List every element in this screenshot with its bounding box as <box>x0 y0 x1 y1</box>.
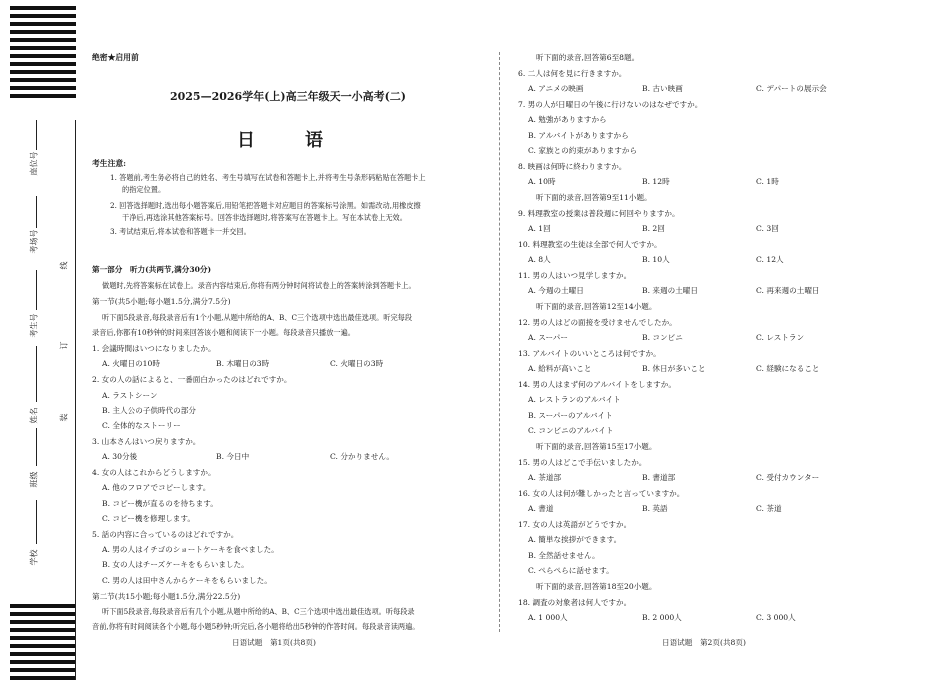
question-9: 9. 料理教室の授業は普段週に何回やりますか。 <box>518 209 680 218</box>
option: A. 茶道部 <box>528 473 562 482</box>
page-2-footer: 日语试题 第2页(共8页) <box>662 638 746 647</box>
margin-label-room: 考场号 <box>29 229 39 254</box>
option: C. 3回 <box>756 224 779 233</box>
exam-title: 2025—2026学年(上)高三年级天一小高考(二) <box>169 90 407 103</box>
option: B. コンビニ <box>642 333 683 342</box>
option: B. 来週の土曜日 <box>642 286 698 295</box>
option: A. 10時 <box>528 177 556 186</box>
section-2-desc: 听下面5段录音,每段录音后有几个小题,从题中所给的A、B、C三个选项中选出最佳选项。听每段录 <box>102 607 415 616</box>
option: C. 1時 <box>756 177 779 186</box>
option: C. 経験になること <box>756 364 820 373</box>
group-instruction: 听下面的录音,回答第6至8题。 <box>536 53 640 62</box>
question-3: 3. 山本さんはいつ戻りますか。 <box>92 437 201 446</box>
option: C. デパートの展示会 <box>756 84 827 93</box>
option: B. 12時 <box>642 177 670 186</box>
option: B. 英語 <box>642 504 668 513</box>
group-instruction: 听下面的录音,回答第18至20小题。 <box>536 582 657 591</box>
note-line: 3. 考试结束后,将本试卷和答题卡一并交回。 <box>110 227 251 236</box>
option: A. スーパー <box>528 333 568 342</box>
q9-options <box>528 221 779 236</box>
notes-heading: 考生注意: <box>92 159 127 168</box>
q3-options <box>102 449 394 464</box>
option: B. 休日が多いこと <box>642 364 706 373</box>
field-line-room <box>36 196 37 228</box>
margin-label-class: 班级 <box>29 471 39 488</box>
option: C. 再来週の土曜日 <box>756 286 820 295</box>
subject-title: 日 语 <box>237 130 339 151</box>
question-7: 7. 男の人が日曜日の午後に行けないのはなぜですか。 <box>518 100 703 109</box>
option: A. 今週の土曜日 <box>528 286 584 295</box>
option: A. 給料が高いこと <box>528 364 592 373</box>
option: C. 12人 <box>756 255 784 264</box>
binding-mark-line: 线 <box>59 261 69 270</box>
page-1-footer: 日语试题 第1页(共8页) <box>232 638 316 647</box>
section-2-desc: 音前,你将有时间阅读各个小题,每小题5秒钟;听完后,各小题将给出5秒钟的作答时间。每段录音读两遍。 <box>92 622 420 631</box>
note-line: 的指定位置。 <box>122 185 166 194</box>
option: A. アニメの映画 <box>528 84 584 93</box>
question-15: 15. 男の人はどこで手伝いましたか。 <box>518 458 647 467</box>
q8-options <box>528 174 779 189</box>
field-line-class <box>36 428 37 466</box>
q18-options <box>528 610 796 625</box>
option: C. レストラン <box>756 333 805 342</box>
group-instruction: 听下面的录音,回答第12至14小题。 <box>536 302 657 311</box>
option: C. 火曜日の3時 <box>330 359 384 368</box>
q16-options <box>528 501 782 516</box>
q1-options <box>102 356 383 371</box>
option: A. 1 000人 <box>528 613 568 622</box>
option: A. レストランのアルバイト <box>528 395 621 404</box>
question-12: 12. 男の人はどの面接を受けませんでしたか。 <box>518 318 677 327</box>
option: B. スーパーのアルバイト <box>528 411 613 420</box>
option: C. ぺらぺらに話せます。 <box>528 566 614 575</box>
column-divider <box>499 52 500 632</box>
secret-label: 绝密★启用前 <box>92 53 139 62</box>
option: B. 全然話せません。 <box>528 551 600 560</box>
option: B. 書道部 <box>642 473 676 482</box>
option: A. 8人 <box>528 255 551 264</box>
part-intro: 做题时,先将答案标在试卷上。录音内容结束后,你将有两分钟时间将试卷上的答案转涂到答题卡上。 <box>102 281 416 290</box>
note-line: 1. 答题前,考生务必将自己的姓名、考生号填写在试卷和答题卡上,并将考生号条形码粘贴在答题卡上 <box>110 173 426 182</box>
option: B. アルバイトがありますから <box>528 131 629 140</box>
field-line-seat <box>36 120 37 150</box>
option: C. 男の人は田中さんからケーキをもらいました。 <box>102 576 272 585</box>
q6-options <box>528 81 827 96</box>
option: B. 10人 <box>642 255 670 264</box>
option: C. コンビニのアルバイト <box>528 426 614 435</box>
option: A. 勉強がありますから <box>528 115 607 124</box>
section-1-heading: 第一节(共5小题;每小题1.5分,满分7.5分) <box>92 297 231 306</box>
question-4: 4. 女の人はこれからどうしますか。 <box>92 468 216 477</box>
binding-mark-order: 订 <box>59 341 69 350</box>
q12-options <box>528 330 804 345</box>
question-2: 2. 女の人の話によると、一番面白かったのはどれですか。 <box>92 375 292 384</box>
question-17: 17. 女の人は英語がどうですか。 <box>518 520 632 529</box>
question-5: 5. 話の内容に合っているのはどれですか。 <box>92 530 239 539</box>
group-instruction: 听下面的录音,回答第15至17小题。 <box>536 442 657 451</box>
option: B. 木曜日の3時 <box>216 359 270 368</box>
question-13: 13. アルバイトのいいところは何ですか。 <box>518 349 661 358</box>
option: B. 主人公の子供時代の部分 <box>102 406 196 415</box>
top-stripe-band <box>10 6 76 102</box>
question-10: 10. 料理教室の生徒は全部で何人ですか。 <box>518 240 662 249</box>
option: A. 火曜日の10時 <box>102 359 160 368</box>
question-16: 16. 女の人は何が難しかったと言っていますか。 <box>518 489 685 498</box>
q15-options <box>528 470 819 485</box>
option: C. 受付カウンター <box>756 473 820 482</box>
option: A. 他のフロアでコピーします。 <box>102 483 211 492</box>
group-instruction: 听下面的录音,回答第9至11小题。 <box>536 193 652 202</box>
option: B. 今日中 <box>216 452 250 461</box>
option: C. 家族との約束がありますから <box>528 146 638 155</box>
option: C. 分かりません。 <box>330 452 394 461</box>
option: B. 2回 <box>642 224 665 233</box>
option: A. 簡単な挨拶ができます。 <box>528 535 622 544</box>
q11-options <box>528 283 820 298</box>
option: C. 全体的なストーリー <box>102 421 181 430</box>
part-heading: 第一部分 听力(共两节,满分30分) <box>92 265 212 274</box>
field-line-school <box>36 500 37 544</box>
binding-mark-bind: 装 <box>59 413 69 422</box>
option: B. 2 000人 <box>642 613 682 622</box>
note-line: 干净后,再选涂其他答案标号。回答非选择题时,将答案写在答题卡上。写在本试卷上无效。 <box>122 213 407 222</box>
question-11: 11. 男の人はいつ見学しますか。 <box>518 271 632 280</box>
binding-line <box>75 120 76 680</box>
question-18: 18. 調査の対象者は何人ですか。 <box>518 598 632 607</box>
option: B. コピー機が直るのを待ちます。 <box>102 499 218 508</box>
q13-options <box>528 361 820 376</box>
margin-label-candidate-no: 考生号 <box>29 313 39 338</box>
option: A. 書道 <box>528 504 554 513</box>
margin-label-seat: 座位号 <box>29 151 39 176</box>
option: A. 30分後 <box>102 452 138 461</box>
option: A. 男の人はイチゴのショートケーキを食べました。 <box>102 545 279 554</box>
section-1-desc: 录音后,你都有10秒钟的时间来回答该小题和阅读下一小题。每段录音只播放一遍。 <box>92 328 355 337</box>
field-line-name <box>36 346 37 402</box>
bottom-stripe-band <box>10 604 76 684</box>
field-line-candidate <box>36 270 37 310</box>
question-14: 14. 男の人はまず何のアルバイトをしますか。 <box>518 380 676 389</box>
q10-options <box>528 252 784 267</box>
option: B. 女の人はチーズケーキをもらいました。 <box>102 560 249 569</box>
option: A. 1回 <box>528 224 551 233</box>
question-8: 8. 映画は何時に終わりますか。 <box>518 162 627 171</box>
section-2-heading: 第二节(共15小题;每小题1.5分,满分22.5分) <box>92 592 241 601</box>
option: C. 3 000人 <box>756 613 796 622</box>
section-1-desc: 听下面5段录音,每段录音后有1个小题,从题中所给的A、B、C三个选项中选出最佳选项。听完每段 <box>102 313 413 322</box>
note-line: 2. 回答选择题时,选出每小题答案后,用铅笔把答题卡对应题目的答案标号涂黑。如需改动,用橡皮擦 <box>110 201 421 210</box>
option: C. 茶道 <box>756 504 782 513</box>
margin-label-school: 学校 <box>29 549 39 566</box>
margin-label-name: 姓名 <box>29 407 39 424</box>
option: B. 古い映画 <box>642 84 683 93</box>
question-1: 1. 会議時間はいつになりましたか。 <box>92 344 216 353</box>
option: C. コピー機を修理します。 <box>102 514 195 523</box>
option: A. ラストシーン <box>102 391 158 400</box>
question-6: 6. 二人は何を見に行きますか。 <box>518 69 627 78</box>
